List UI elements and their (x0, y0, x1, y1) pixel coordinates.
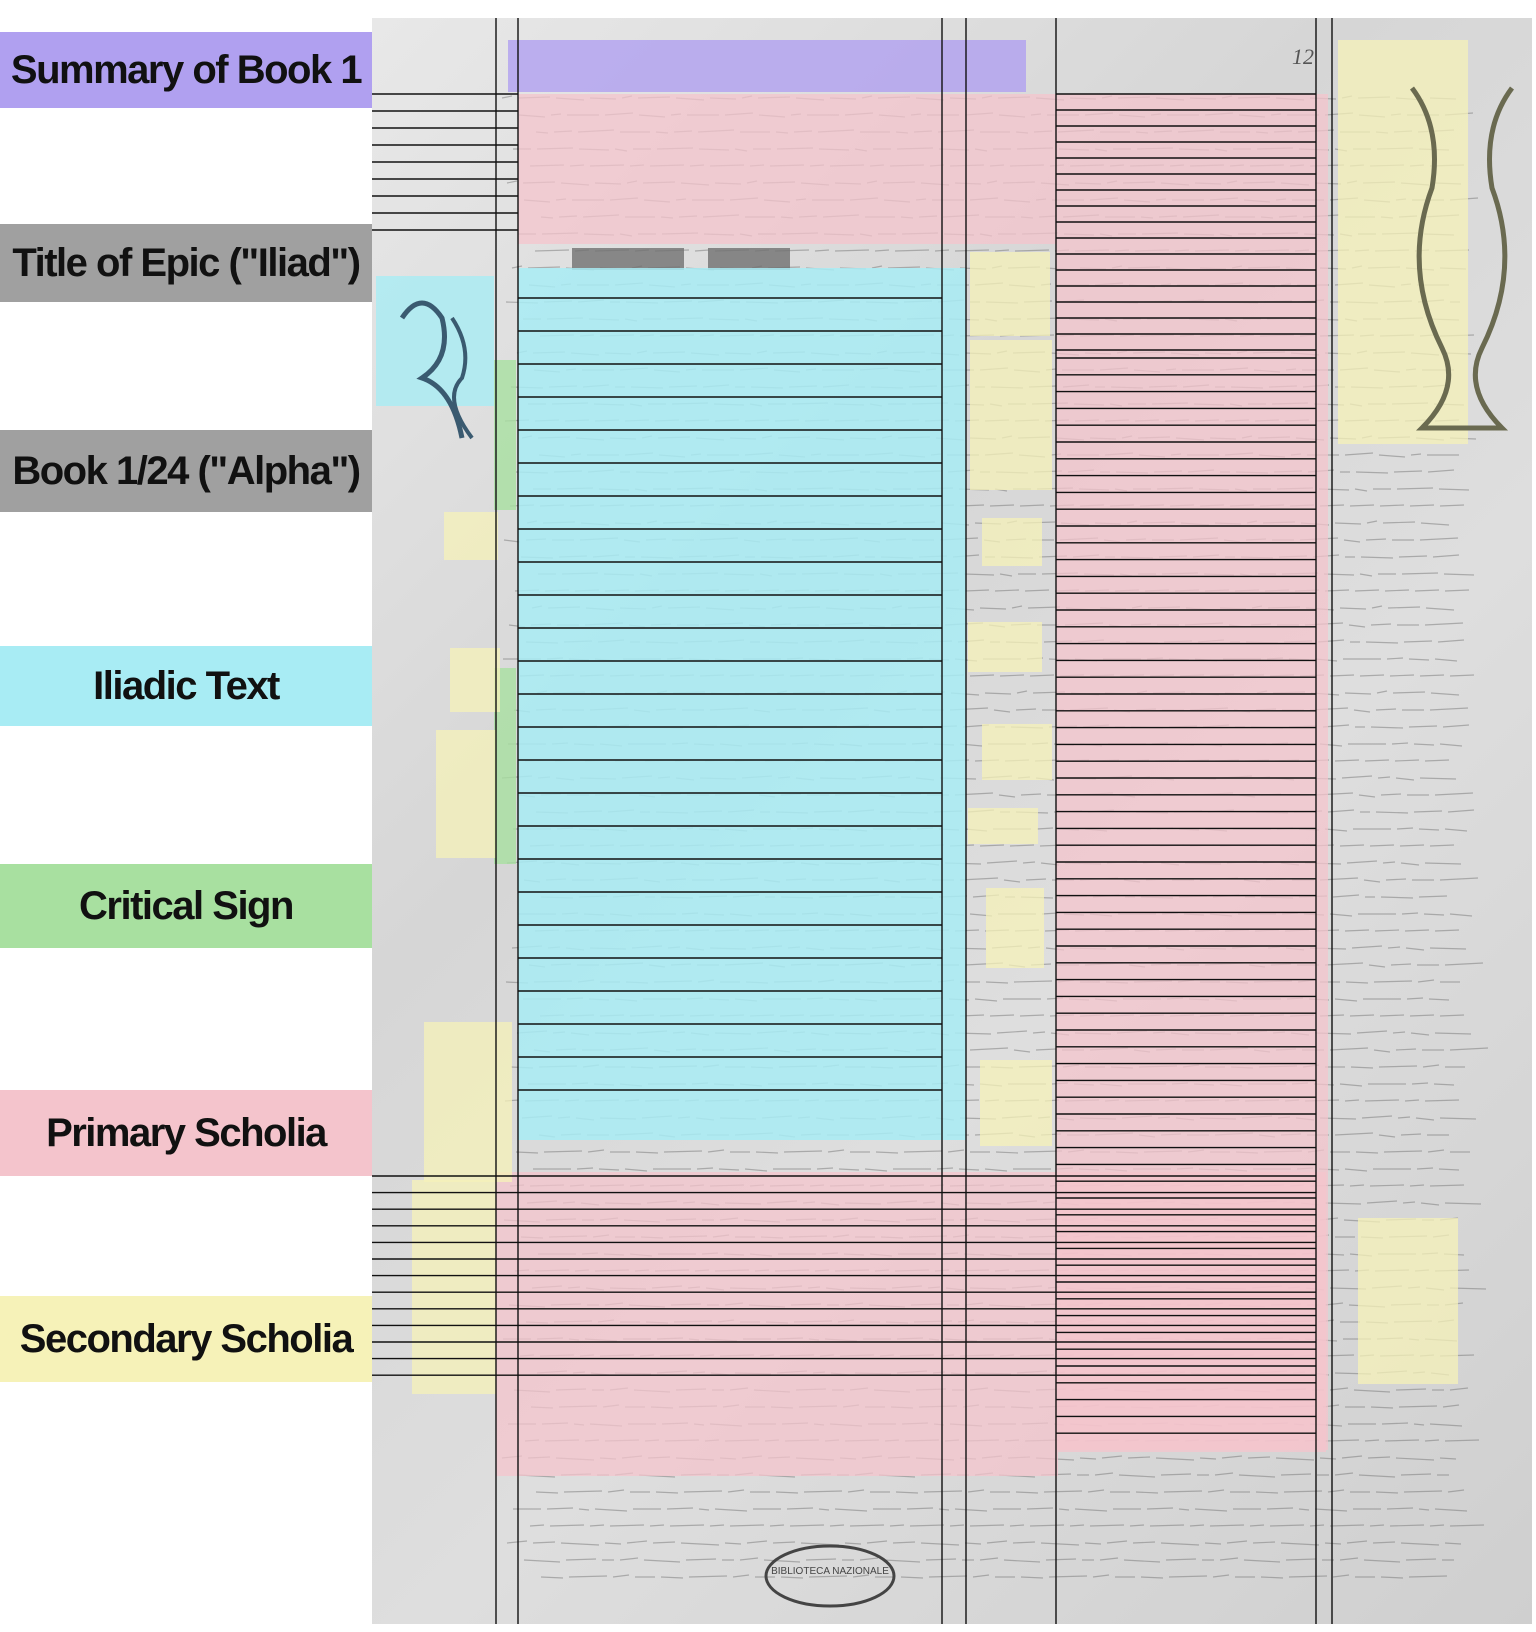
secondary-scholia-8 (436, 730, 496, 858)
legend-summary-of-book-1: Summary of Book 1 (0, 32, 372, 108)
secondary-scholia-5 (982, 518, 1042, 566)
secondary-scholia-12 (424, 1022, 512, 1182)
region-legend (0, 0, 372, 1632)
ink-row (524, 1558, 1454, 1562)
secondary-scholia-14 (412, 1180, 496, 1394)
title-region (572, 248, 684, 270)
ink-row (507, 1541, 1461, 1545)
critical-sign-1 (494, 360, 516, 510)
annotation-regions (376, 40, 1468, 1476)
secondary-scholia-9 (982, 724, 1052, 780)
secondary-scholia-3 (970, 340, 1052, 490)
secondary-scholia-10 (968, 808, 1038, 844)
legend-iliadic-text: Iliadic Text (0, 646, 372, 726)
secondary-scholia-15 (1358, 1218, 1458, 1384)
ink-row (513, 1508, 1467, 1511)
book-region (708, 248, 790, 270)
secondary-scholia-13 (980, 1060, 1052, 1146)
library-stamp-text: BIBLIOTECA NAZIONALE (771, 1566, 889, 1577)
ink-row (536, 1490, 1464, 1493)
primary-scholia-bottom-right (1058, 1172, 1326, 1452)
summary-region (508, 40, 1026, 92)
legend-primary-scholia: Primary Scholia (0, 1090, 372, 1176)
primary-scholia-bottom (496, 1172, 1058, 1476)
secondary-scholia-7 (968, 622, 1042, 672)
legend-title-of-epic: Title of Epic ("Iliad") (0, 224, 372, 302)
library-stamp (766, 1546, 894, 1606)
iliadic-text-region (518, 268, 966, 1140)
secondary-scholia-11 (986, 888, 1044, 968)
secondary-scholia-2 (970, 252, 1050, 336)
legend-critical-sign: Critical Sign (0, 864, 372, 948)
manuscript-page-image (372, 18, 1532, 1624)
secondary-scholia-4 (444, 512, 498, 560)
ink-row (530, 1525, 1484, 1526)
secondary-scholia-6 (450, 648, 500, 712)
legend-secondary-scholia: Secondary Scholia (0, 1296, 372, 1382)
ink-row (541, 1575, 1447, 1578)
legend-book-1-24: Book 1/24 ("Alpha") (0, 430, 372, 512)
page-number: 12 (1292, 44, 1314, 69)
